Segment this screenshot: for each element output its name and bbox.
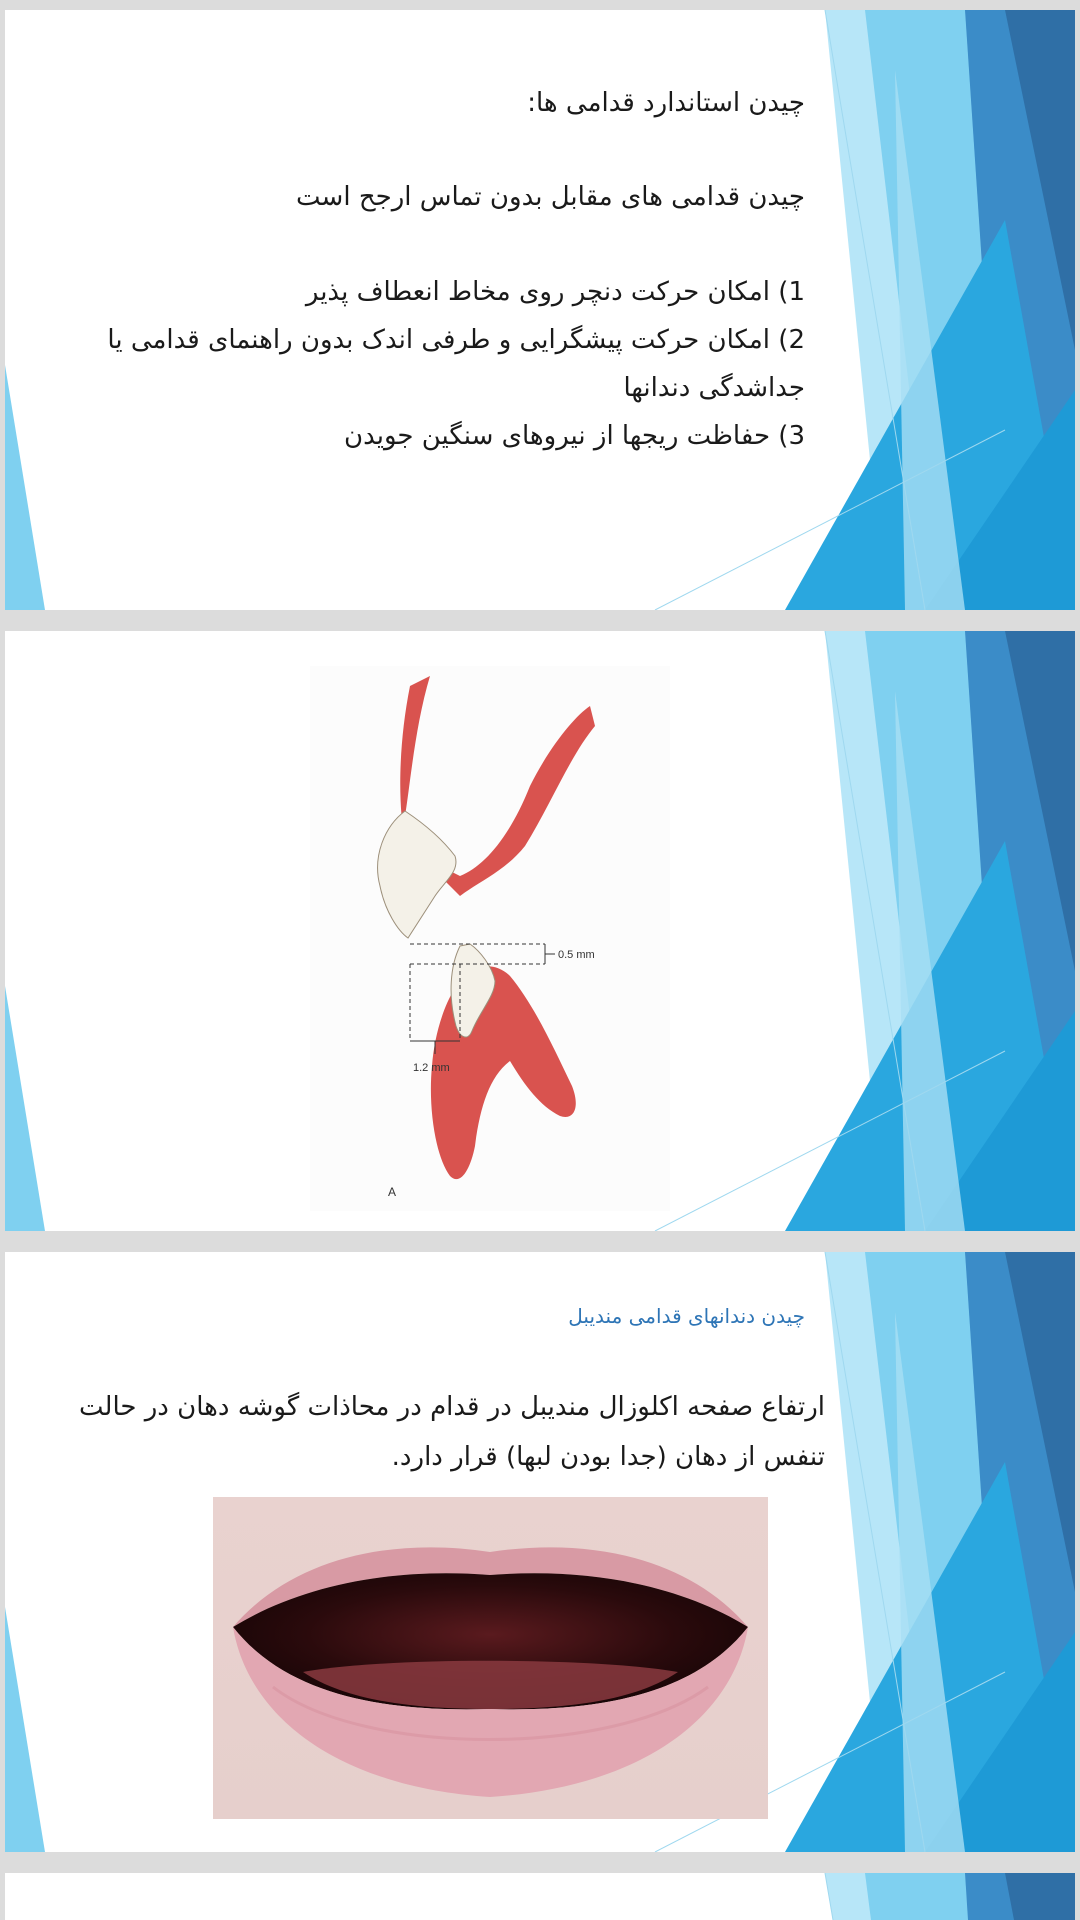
slide1-list <box>85 268 805 460</box>
slide-1 <box>5 10 1075 610</box>
panel-label: A <box>388 1185 397 1199</box>
slide-2 <box>5 631 1075 1231</box>
slide3-title: چیدن دندانهای قدامی مندیبل <box>568 1304 805 1328</box>
slide-3 <box>5 1252 1075 1852</box>
open-mouth-photo <box>213 1497 768 1819</box>
slide1-subheading: چیدن قدامی های مقابل بدون تماس ارجح است <box>296 182 805 212</box>
measurement-vertical-label: 0.5 mm <box>558 949 595 961</box>
measurement-horizontal-label: 1.2 mm <box>413 1062 450 1074</box>
slide1-heading: چیدن استاندارد قدامی ها: <box>527 88 805 118</box>
tooth-arrangement-diagram <box>310 666 670 1211</box>
slide-background-shapes <box>5 1873 1075 1920</box>
list-item: 3) حفاظت ریجها از نیروهای سنگین جویدن <box>344 421 805 451</box>
list-item: 1) امکان حرکت دنچر روی مخاط انعطاف پذیر <box>305 277 805 307</box>
list-item: 2) امکان حرکت پیشگرایی و طرفی اندک بدون راهنمای قدامی یا جداشدگی دندانها <box>107 325 805 403</box>
slide3-paragraph: ارتفاع صفحه اکلوزال مندیبل در قدام در محاذات گوشه دهان در حالت تنفس از دهان (جدا بودن لبها) قرار دارد. <box>79 1392 825 1472</box>
slide-4 <box>5 1873 1075 1920</box>
